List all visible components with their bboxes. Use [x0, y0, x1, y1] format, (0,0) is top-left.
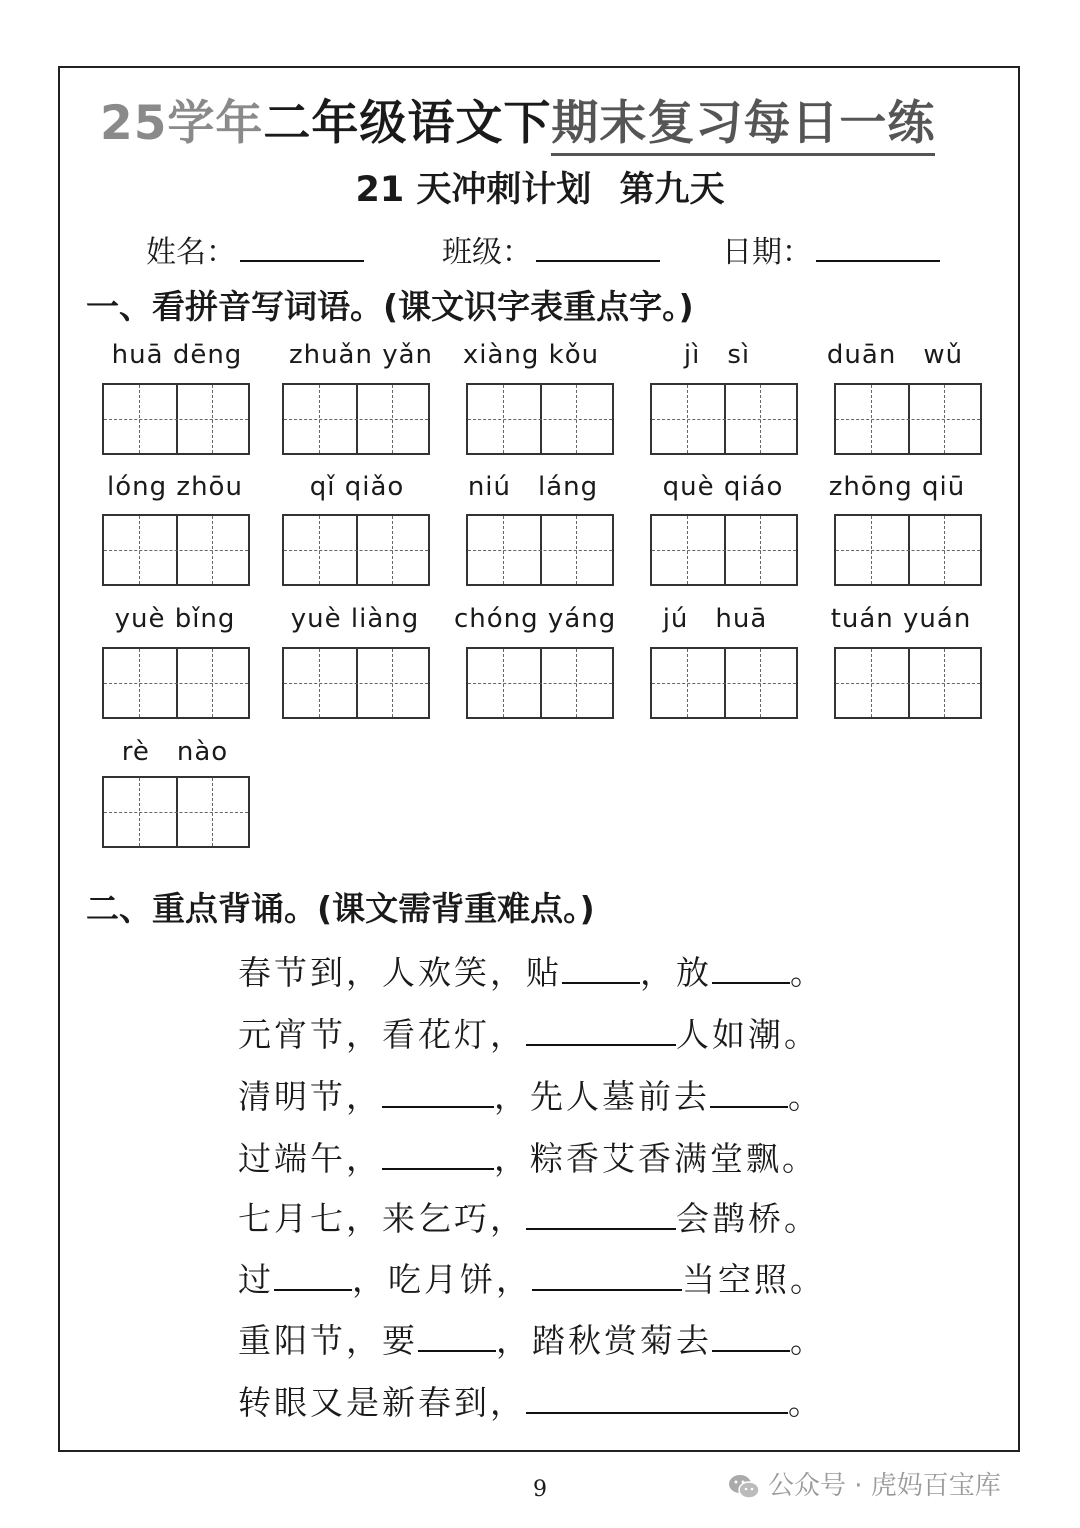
subtitle-day: 第九天 [619, 170, 725, 210]
poem-text: ，踏秋赏菊去 [496, 1321, 712, 1360]
pinyin-label: duān wǔ [826, 340, 964, 370]
section1-title: 一、看拼音写词语。(课文识字表重点字。) [86, 287, 694, 326]
pinyin-label: lóng zhōu [107, 472, 243, 502]
pinyin-label: zhuǎn yǎn [288, 340, 434, 370]
poem-text: 。 [788, 1383, 824, 1422]
subtitle-plan: 21 天冲刺计划 [355, 170, 592, 210]
title-year: 25学年 [100, 96, 264, 151]
poem-line [238, 1196, 820, 1242]
poem-text: 重阳节，要 [238, 1321, 418, 1360]
poem-text: ，粽香艾香满堂飘。 [494, 1139, 818, 1178]
date-blank[interactable] [816, 230, 940, 262]
writing-grid[interactable] [282, 514, 430, 586]
class-blank[interactable] [536, 230, 660, 262]
writing-grid[interactable] [102, 776, 250, 848]
poem-text: 七月七，来乞巧， [238, 1199, 526, 1238]
pinyin-label: chóng yáng [454, 604, 617, 634]
writing-grid[interactable] [650, 514, 798, 586]
poem-text: 当空照。 [682, 1260, 826, 1299]
writing-grid[interactable] [650, 647, 798, 719]
date-field[interactable] [722, 230, 940, 274]
pinyin-label: niú láng [467, 472, 599, 502]
poem-text: 过 [238, 1260, 274, 1299]
poem-text: ，先人墓前去 [494, 1077, 710, 1116]
poem-text: 人如潮。 [676, 1015, 820, 1054]
watermark-text: 公众号 · 虎妈百宝库 [768, 1471, 1001, 1501]
poem-line [238, 950, 826, 996]
poem-text: 。 [790, 953, 826, 992]
writing-grid[interactable] [834, 383, 982, 455]
section2-title: 二、重点背诵。(课文需背重难点。) [86, 889, 595, 928]
writing-grid[interactable] [102, 647, 250, 719]
writing-grid[interactable] [466, 514, 614, 586]
poem-text: 清明节， [238, 1077, 382, 1116]
writing-grid[interactable] [282, 383, 430, 455]
poem-text: ，放 [640, 953, 712, 992]
name-field[interactable] [146, 230, 364, 274]
answer-blank[interactable] [526, 1018, 676, 1046]
title-practice: 期末复习每日一练 [551, 96, 935, 156]
pinyin-label: zhōng qiū [828, 472, 966, 502]
answer-blank[interactable] [274, 1263, 352, 1291]
worksheet-subtitle [0, 166, 1080, 214]
poem-line [238, 1074, 824, 1120]
writing-grid[interactable] [834, 514, 982, 586]
writing-grid[interactable] [466, 647, 614, 719]
poem-line [238, 1136, 818, 1182]
poem-line [238, 1380, 824, 1426]
class-field[interactable] [442, 230, 660, 274]
pinyin-label: jú huā [662, 604, 768, 634]
poem-line [238, 1012, 820, 1058]
answer-blank[interactable] [532, 1263, 682, 1291]
date-label: 日期： [722, 235, 812, 270]
watermark [728, 1466, 1001, 1506]
poem-text: 春节到，人欢笑，贴 [238, 953, 562, 992]
poem-text: 过端午， [238, 1139, 382, 1178]
writing-grid[interactable] [834, 647, 982, 719]
poem-line [238, 1318, 826, 1364]
name-label: 姓名： [146, 235, 236, 270]
answer-blank[interactable] [526, 1386, 788, 1414]
answer-blank[interactable] [382, 1142, 494, 1170]
poem-text: 。 [788, 1077, 824, 1116]
poem-line [238, 1257, 826, 1303]
pinyin-label: xiàng kǒu [462, 340, 600, 370]
writing-grid[interactable] [102, 514, 250, 586]
pinyin-label: jì sì [683, 340, 751, 370]
answer-blank[interactable] [712, 956, 790, 984]
writing-grid[interactable] [102, 383, 250, 455]
answer-blank[interactable] [712, 1324, 790, 1352]
pinyin-label: yuè liàng [290, 604, 420, 634]
poem-text: 转眼又是新春到， [238, 1383, 526, 1422]
worksheet-title [100, 92, 1000, 156]
answer-blank[interactable] [562, 956, 640, 984]
poem-text: 元宵节，看花灯， [238, 1015, 526, 1054]
wechat-icon [728, 1473, 760, 1501]
answer-blank[interactable] [382, 1080, 494, 1108]
title-grade: 二年级语文下 [263, 96, 552, 151]
pinyin-label: rè nào [121, 737, 229, 767]
page-number: 9 [533, 1477, 547, 1502]
pinyin-label: qǐ qiǎo [309, 472, 405, 502]
pinyin-label: tuán yuán [830, 604, 972, 634]
poem-text: 。 [790, 1321, 826, 1360]
poem-text: ，吃月饼， [352, 1260, 532, 1299]
name-blank[interactable] [240, 230, 364, 262]
writing-grid[interactable] [282, 647, 430, 719]
class-label: 班级： [442, 235, 532, 270]
pinyin-label: huā dēng [111, 340, 243, 370]
writing-grid[interactable] [466, 383, 614, 455]
poem-text: 会鹊桥。 [676, 1199, 820, 1238]
answer-blank[interactable] [710, 1080, 788, 1108]
answer-blank[interactable] [526, 1202, 676, 1230]
pinyin-label: yuè bǐng [114, 604, 236, 634]
writing-grid[interactable] [650, 383, 798, 455]
answer-blank[interactable] [418, 1324, 496, 1352]
pinyin-label: què qiáo [662, 472, 784, 502]
